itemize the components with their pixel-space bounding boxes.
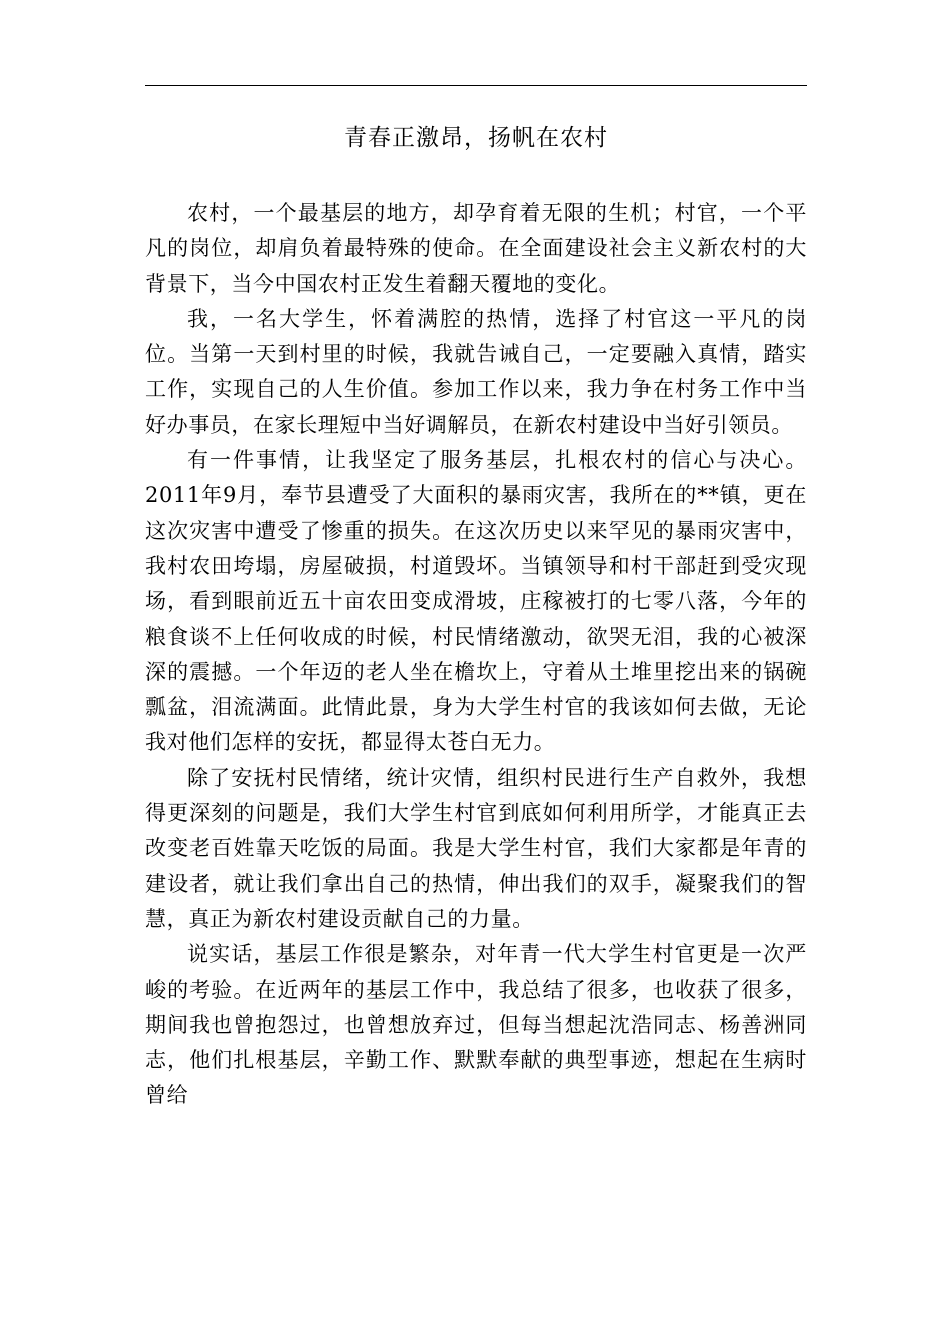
- paragraph-3: 有一件事情，让我坚定了服务基层，扎根农村的信心与决心。2011年9月，奉节县遭受了大面积的暴雨灾害，我所在的**镇，更在这次灾害中遭受了惨重的损失。在这次历史以来罕见的暴雨灾害中，我村农田垮塌，房屋破损，村道毁坏。当镇领导和村干部赶到受灾现场，看到眼前近五十亩农田变成滑坡，庄稼被打的七零八落，今年的粮食谈不上任何收成的时候，村民情绪激动，欲哭无泪，我的心被深深的震撼。一个年迈的老人坐在檐坎上，守着从土堆里挖出来的锅碗瓢盆，泪流满面。此情此景，身为大学生村官的我该如何去做，无论我对他们怎样的安抚，都显得太苍白无力。: [145, 448, 807, 755]
- paragraph-4: 除了安抚村民情绪，统计灾情，组织村民进行生产自救外，我想得更深刻的问题是，我们大学生村官到底如何利用所学，才能真正去改变老百姓靠天吃饭的局面。我是大学生村官，我们大家都是年青的建设者，就让我们拿出自己的热情，伸出我们的双手，凝聚我们的智慧，真正为新农村建设贡献自己的力量。: [145, 765, 807, 931]
- header-rule: [145, 85, 807, 86]
- paragraph-5: 说实话，基层工作很是繁杂，对年青一代大学生村官更是一次严峻的考验。在近两年的基层工作中，我总结了很多，也收获了很多，期间我也曾抱怨过，也曾想放弃过，但每当想起沈浩同志、杨善洲同志，他们扎根基层，辛勤工作、默默奉献的典型事迹，想起在生病时曾给: [145, 942, 807, 1108]
- paragraph-2: 我，一名大学生，怀着满腔的热情，选择了村官这一平凡的岗位。当第一天到村里的时候，我就告诫自己，一定要融入真情，踏实工作，实现自己的人生价值。参加工作以来，我力争在村务工作中当好办事员，在家长理短中当好调解员，在新农村建设中当好引领员。: [145, 306, 807, 437]
- document-body: [145, 196, 807, 1114]
- document-title: 青春正激昂，扬帆在农村: [344, 125, 608, 151]
- paragraph-1: 农村，一个最基层的地方，却孕育着无限的生机；村官，一个平凡的岗位，却肩负着最特殊的使命。在全面建设社会主义新农村的大背景下，当今中国农村正发生着翻天覆地的变化。: [145, 201, 807, 296]
